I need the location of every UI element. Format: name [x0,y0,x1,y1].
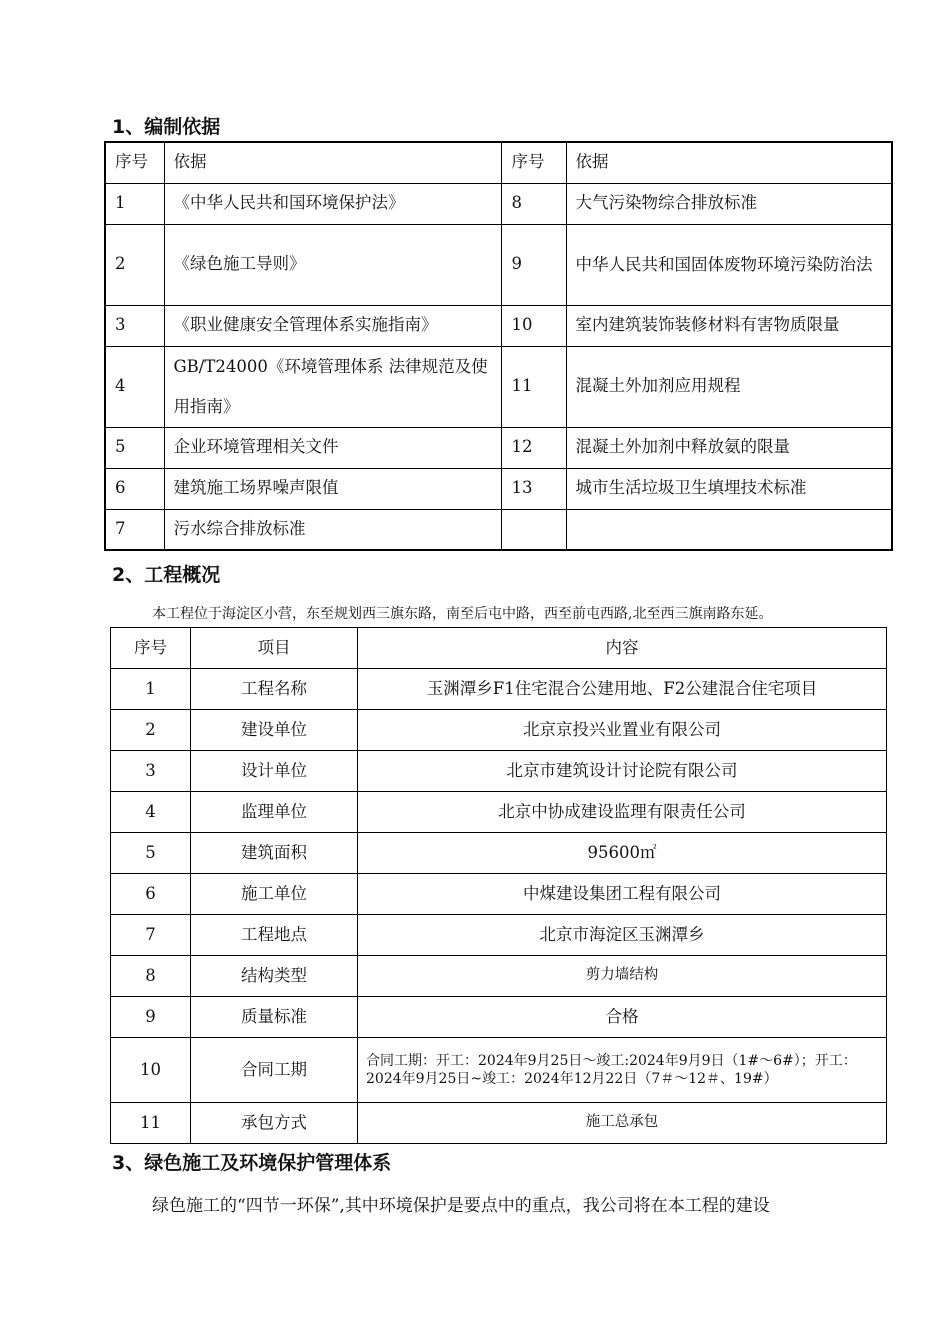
table-row [111,792,887,833]
seq-cell: 1 [105,183,164,224]
basis-cell: 混凝土外加剂应用规程 [566,346,892,427]
table-row [105,183,892,224]
table-row [105,305,892,346]
table-row [111,997,887,1038]
content-cell: 中煤建设集团工程有限公司 [358,874,887,915]
seq-cell: 4 [105,346,164,427]
basis-table-header-row [105,142,892,183]
seq-cell: 12 [501,427,566,468]
table-row [111,751,887,792]
seq-cell: 5 [111,833,191,874]
table-row [111,1038,887,1103]
seq-cell: 7 [105,509,164,550]
basis-cell: 《职业健康安全管理体系实施指南》 [164,305,501,346]
basis-cell: 大气污染物综合排放标准 [566,183,892,224]
project-intro: 本工程位于海淀区小营，东至规划西三旗东路，南至后屯中路，西至前屯西路,北至西三旗南路东延。 [152,606,773,622]
item-cell: 建筑面积 [191,833,358,874]
item-cell: 工程名称 [191,669,358,710]
content-cell: 合格 [358,997,887,1038]
item-cell: 建设单位 [191,710,358,751]
table-row [111,710,887,751]
seq-cell: 7 [111,915,191,956]
section2-heading: 2、工程概况 [112,564,221,586]
table-row [111,1103,887,1144]
seq-cell: 6 [111,874,191,915]
table-row [111,669,887,710]
basis-cell: 污水综合排放标准 [164,509,501,550]
project-overview-table [110,627,887,1144]
seq-cell: 3 [111,751,191,792]
item-cell: 质量标准 [191,997,358,1038]
seq-cell: 10 [501,305,566,346]
overview-header-row [111,628,887,669]
basis-cell: 中华人民共和国固体废物环境污染防治法 [566,224,892,305]
content-cell: 北京市海淀区玉渊潭乡 [358,915,887,956]
table-row [105,224,892,305]
basis-cell: GB/T24000《环境管理体系 法律规范及使用指南》 [164,346,501,427]
item-cell: 设计单位 [191,751,358,792]
basis-cell: 《绿色施工导则》 [164,224,501,305]
item-cell: 承包方式 [191,1103,358,1144]
table-row [111,874,887,915]
basis-cell: 混凝土外加剂中释放氨的限量 [566,427,892,468]
seq-cell: 5 [105,427,164,468]
item-cell: 监理单位 [191,792,358,833]
header-cell: 序号 [105,142,164,183]
basis-cell: 城市生活垃圾卫生填埋技术标准 [566,468,892,509]
content-cell: 北京中协成建设监理有限责任公司 [358,792,887,833]
seq-cell: 10 [111,1038,191,1103]
seq-cell: 2 [111,710,191,751]
basis-cell: 企业环境管理相关文件 [164,427,501,468]
basis-cell [566,509,892,550]
table-row [111,956,887,997]
section3-paragraph: 绿色施工的“四节一环保”,其中环境保护是要点中的重点，我公司将在本工程的建设 [152,1196,770,1216]
item-cell: 工程地点 [191,915,358,956]
table-row [105,427,892,468]
section1-heading: 1、编制依据 [112,116,221,138]
basis-cell: 室内建筑装饰装修材料有害物质限量 [566,305,892,346]
seq-cell: 13 [501,468,566,509]
item-cell: 施工单位 [191,874,358,915]
content-cell: 玉渊潭乡F1住宅混合公建用地、F2公建混合住宅项目 [358,669,887,710]
table-row [105,509,892,550]
content-cell: 北京京投兴业置业有限公司 [358,710,887,751]
seq-cell: 4 [111,792,191,833]
table-row [111,833,887,874]
item-cell: 合同工期 [191,1038,358,1103]
basis-cell: 建筑施工场界噪声限值 [164,468,501,509]
seq-cell: 8 [501,183,566,224]
table-row [111,915,887,956]
seq-cell: 9 [111,997,191,1038]
item-cell: 结构类型 [191,956,358,997]
seq-cell: 11 [501,346,566,427]
basis-table [104,141,893,551]
basis-cell: 《中华人民共和国环境保护法》 [164,183,501,224]
header-cell: 序号 [501,142,566,183]
seq-cell [501,509,566,550]
content-cell: 剪力墙结构 [358,956,887,997]
section3-heading: 3、绿色施工及环境保护管理体系 [112,1152,392,1174]
table-row [105,346,892,427]
header-cell: 内容 [358,628,887,669]
contract-period-cell: 合同工期：开工：2024年9月25日～竣工:2024年9月9日（1#～6#）；开工：2024年9月25日~竣工：2024年12月22日（7＃～12＃、19#） [358,1038,887,1103]
content-cell: 95600㎡ [358,833,887,874]
content-cell: 施工总承包 [358,1103,887,1144]
seq-cell: 8 [111,956,191,997]
seq-cell: 11 [111,1103,191,1144]
seq-cell: 6 [105,468,164,509]
seq-cell: 2 [105,224,164,305]
seq-cell: 3 [105,305,164,346]
header-cell: 依据 [566,142,892,183]
header-cell: 依据 [164,142,501,183]
seq-cell: 9 [501,224,566,305]
header-cell: 项目 [191,628,358,669]
seq-cell: 1 [111,669,191,710]
table-row [105,468,892,509]
header-cell: 序号 [111,628,191,669]
content-cell: 北京市建筑设计讨论院有限公司 [358,751,887,792]
